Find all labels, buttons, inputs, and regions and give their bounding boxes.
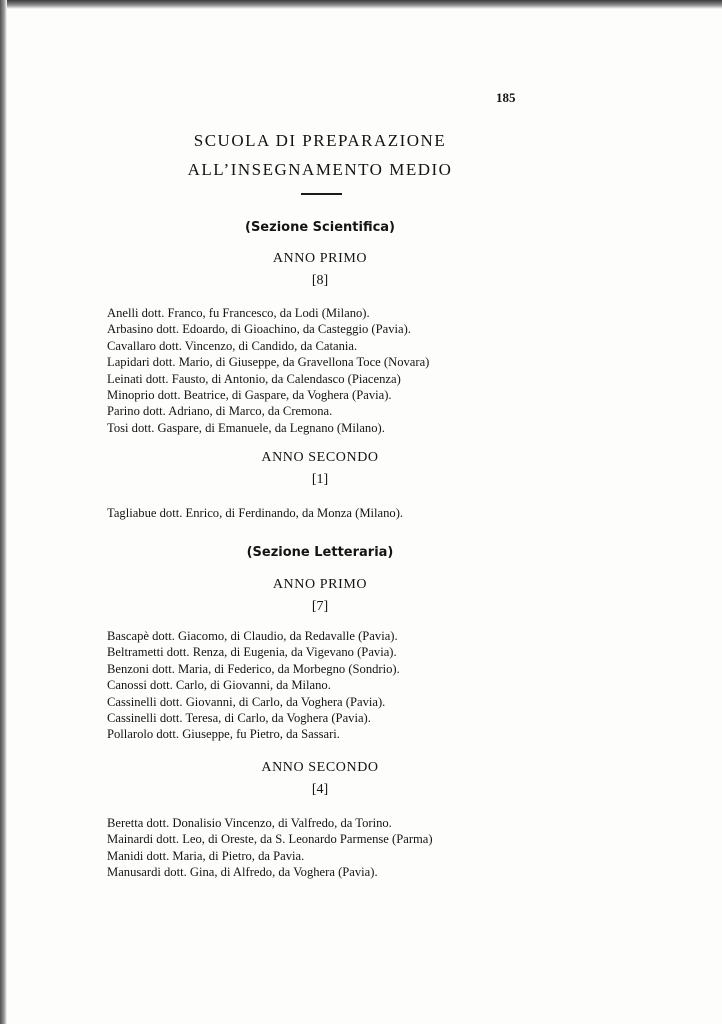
list-item: Manidi dott. Maria, di Pietro, da Pavia. [107, 848, 305, 863]
list-item: Anelli dott. Franco, fu Francesco, da Lodi (Milano). [107, 306, 370, 320]
count-scientifica-primo: [8] [311, 273, 329, 288]
year-heading-letteraria-secondo: ANNO SECONDO [261, 760, 379, 775]
title-line-1: SCUOLA DI PREPARAZIONE [193, 131, 447, 150]
section-heading-letteraria: (Sezione Letteraria) [246, 545, 394, 560]
list-item: Benzoni dott. Maria, di Federico, da Morbegno (Sondrio). [107, 661, 400, 676]
list-item: Beretta dott. Donalisio Vincenzo, di Valfredo, da Torino. [107, 816, 392, 830]
list-item: Beltrametti dott. Renza, di Eugenia, da Vigevano (Pavia). [107, 645, 397, 660]
list-item: Cassinelli dott. Giovanni, di Carlo, da Voghera (Pavia). [107, 694, 386, 709]
list-item: Pollarolo dott. Giuseppe, fu Pietro, da Sassari. [107, 727, 340, 742]
count-letteraria-primo: [7] [311, 599, 329, 614]
list-item: Lapidari dott. Mario, di Giuseppe, da Gravellona Toce (Novara) [107, 355, 430, 370]
list-item: Mainardi dott. Leo, di Oreste, da S. Leonardo Parmense (Parma) [107, 832, 433, 847]
title-divider [301, 193, 342, 195]
list-item: Tosi dott. Gaspare, di Emanuele, da Legnano (Milano). [107, 420, 385, 435]
count-letteraria-secondo: [4] [311, 782, 329, 797]
list-item: Parino dott. Adriano, di Marco, da Cremona. [107, 404, 333, 419]
list-item: Cassinelli dott. Teresa, di Carlo, da Voghera (Pavia). [107, 711, 371, 726]
list-item: Tagliabue dott. Enrico, di Ferdinando, da Monza (Milano). [107, 506, 404, 520]
list-item: Canossi dott. Carlo, di Giovanni, da Milano. [107, 678, 331, 693]
list-item: Minoprio dott. Beatrice, di Gaspare, da Voghera (Pavia). [107, 388, 392, 403]
list-item: Leinati dott. Fausto, di Antonio, da Calendasco (Piacenza) [107, 371, 401, 386]
name-list-scientifica-primo [107, 305, 429, 436]
section-heading-scientifica: (Sezione Scientifica) [245, 220, 395, 235]
list-item: Cavallaro dott. Vincenzo, di Candido, da Catania. [107, 338, 358, 353]
list-item: Manusardi dott. Gina, di Alfredo, da Voghera (Pavia). [107, 865, 378, 880]
name-list-letteraria-primo [107, 628, 400, 743]
title-line-2: ALL’INSEGNAMENTO MEDIO [187, 160, 453, 179]
scan-left-edge [0, 0, 7, 1024]
list-item: Bascapè dott. Giacomo, di Claudio, da Redavalle (Pavia). [107, 629, 398, 643]
page-number: 185 [496, 90, 516, 105]
scan-top-edge [0, 0, 722, 9]
name-list-scientifica-secondo [107, 505, 403, 521]
name-list-letteraria-secondo [107, 815, 433, 881]
year-heading-letteraria-primo: ANNO PRIMO [272, 577, 368, 592]
year-heading-scientifica-primo: ANNO PRIMO [272, 251, 368, 266]
count-scientifica-secondo: [1] [311, 472, 329, 487]
list-item: Arbasino dott. Edoardo, di Gioachino, da Casteggio (Pavia). [107, 322, 411, 337]
year-heading-scientifica-secondo: ANNO SECONDO [261, 450, 379, 465]
